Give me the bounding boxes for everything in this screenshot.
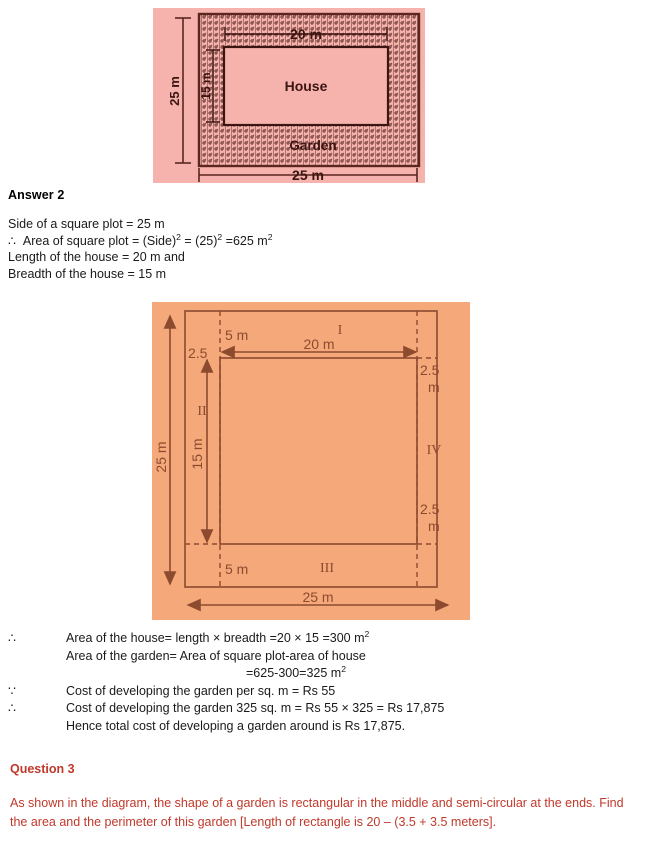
inner-house-border bbox=[220, 358, 417, 544]
figure-garden-regions bbox=[152, 302, 470, 620]
result-text bbox=[66, 648, 366, 666]
result-row bbox=[8, 665, 628, 683]
result-text-main: Cost of developing the garden 325 sq. m = Rs 55 × 325 = Rs 17,875 bbox=[66, 701, 445, 715]
therefore-symbol: ∴ bbox=[8, 233, 16, 248]
result-symbol: ∴ bbox=[8, 701, 16, 715]
result-row bbox=[8, 683, 628, 701]
result-symbol: ∴ bbox=[8, 631, 16, 645]
figure-two-svg bbox=[152, 302, 470, 620]
fig2-label-15m: 15 m bbox=[189, 438, 205, 470]
fig2-label-20m: 20 m bbox=[303, 336, 335, 352]
result-row bbox=[8, 700, 628, 718]
answer-heading: Answer 2 bbox=[8, 188, 65, 202]
fig1-label-garden: Garden bbox=[289, 138, 337, 153]
result-text bbox=[66, 683, 335, 701]
fig1-label-15m: 15 m bbox=[199, 72, 213, 100]
result-text-main: Cost of developing the garden per sq. m = Rs 55 bbox=[66, 683, 336, 698]
question-block bbox=[10, 762, 632, 832]
result-text-main: =625-300=325 m bbox=[246, 666, 342, 680]
answer-block bbox=[8, 188, 508, 282]
answer-line-1: Side of a square plot = 25 m bbox=[8, 217, 165, 231]
fig1-label-25m-bottom: 25 m bbox=[292, 167, 324, 183]
fig2-region-I: I bbox=[337, 323, 343, 338]
fig2-label-2-5-top-left: 2.5 bbox=[188, 345, 208, 361]
result-row bbox=[8, 718, 628, 736]
fig2-label-25m-left: 25 m bbox=[153, 441, 169, 473]
exponent-2-c: 2 bbox=[267, 231, 273, 242]
exponent-2-a: 2 bbox=[176, 231, 181, 242]
answer-line-2-a: Area of square plot = (Side) bbox=[22, 233, 177, 248]
question-body: As shown in the diagram, the shape of a garden is rectangular in the middle and semi-circular at the ends. Find the area and the perimeter of this garden [Length of rectangle is 20 – (3.5 + 3.5 meters]. bbox=[10, 796, 624, 829]
answer-line-2 bbox=[8, 233, 508, 250]
question-heading: Question 3 bbox=[10, 762, 75, 776]
result-block bbox=[8, 630, 628, 735]
answer-line-4: Breadth of the house = 15 m bbox=[8, 266, 167, 281]
fig2-label-25m-bottom: 25 m bbox=[302, 589, 334, 605]
figure-square-plot-house-garden bbox=[153, 8, 425, 183]
fig2-label-2-5-top-right: 2.5 bbox=[420, 362, 440, 378]
result-row bbox=[8, 630, 628, 648]
fig2-label-m-bottom-right: m bbox=[428, 518, 440, 534]
result-text-main: Hence total cost of developing a garden around is Rs 17,875. bbox=[66, 718, 406, 733]
fig2-label-2-5-bottom-right: 2.5 bbox=[420, 501, 440, 517]
exponent-2-b: 2 bbox=[217, 231, 223, 242]
figure-one-svg bbox=[153, 8, 425, 183]
fig2-region-IV: IV bbox=[426, 443, 442, 458]
result-text-sup: 2 bbox=[341, 663, 346, 674]
fig2-label-m-top-right: m bbox=[428, 379, 440, 395]
result-symbol bbox=[8, 648, 66, 666]
result-symbol: ∵ bbox=[8, 683, 16, 698]
fig2-region-II: II bbox=[197, 404, 207, 419]
result-text bbox=[66, 718, 405, 736]
fig1-label-house: House bbox=[284, 78, 328, 94]
fig2-label-5m-bottom: 5 m bbox=[225, 561, 249, 577]
fig1-label-25m-left: 25 m bbox=[167, 76, 182, 106]
result-text bbox=[66, 630, 369, 648]
result-symbol bbox=[8, 665, 66, 683]
result-text-main: Area of the garden= Area of square plot-area of house bbox=[66, 648, 366, 663]
result-text bbox=[66, 665, 346, 683]
result-text-main: Area of the house= length × breadth =20 × 15 =300 m bbox=[66, 631, 365, 645]
result-text bbox=[66, 700, 444, 718]
result-text-sup: 2 bbox=[364, 628, 370, 639]
answer-line-3: Length of the house = 20 m and bbox=[8, 250, 185, 264]
fig2-label-5m-top: 5 m bbox=[225, 327, 249, 343]
answer-line-2-b: = (25) bbox=[180, 233, 218, 248]
fig1-label-20m: 20 m bbox=[290, 26, 322, 42]
fig2-region-III: III bbox=[320, 561, 334, 576]
answer-line-2-c: =625 m bbox=[222, 233, 268, 248]
result-row bbox=[8, 648, 628, 666]
result-symbol bbox=[8, 718, 66, 736]
